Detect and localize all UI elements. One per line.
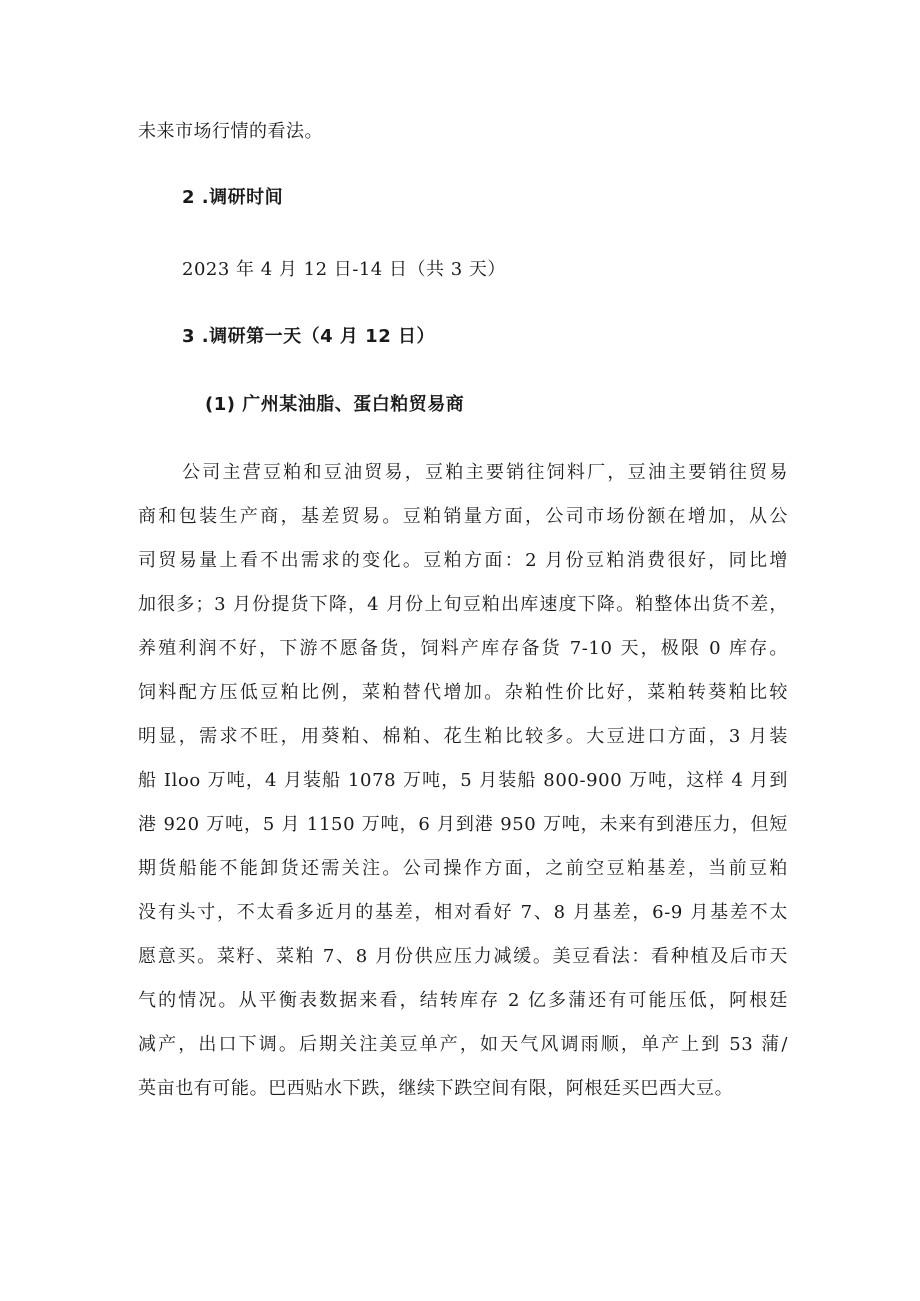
body-paragraph [138, 462, 788, 1122]
paragraph-line: 减产，出口下调。后期关注美豆单产，如天气风调雨顺，单产上到 53 蒲/ [138, 1034, 788, 1055]
paragraph-line: 商和包装生产商，基差贸易。豆粕销量方面，公司市场份额在增加，从公 [138, 506, 788, 527]
paragraph-line: 船 Iloo 万吨，4 月装船 1078 万吨，5 月装船 800-900 万吨，这样 4 月到 [138, 770, 788, 791]
paragraph-line: 司贸易量上看不出需求的变化。豆粕方面：2 月份豆粕消费很好，同比增 [138, 550, 788, 571]
paragraph-line: 港 920 万吨，5 月 1150 万吨，6 月到港 950 万吨，未来有到港压力，但短 [138, 814, 788, 835]
paragraph-line: 气的情况。从平衡表数据来看，结转库存 2 亿多蒲还有可能压低，阿根廷 [138, 990, 788, 1011]
paragraph-line: 饲料配方压低豆粕比例，菜粕替代增加。杂粕性价比好，菜粕转葵粕比较 [138, 682, 788, 703]
section-2-body: 2023 年 4 月 12 日-14 日（共 3 天） [182, 259, 506, 280]
subsection-1-heading: (1) 广州某油脂、蛋白粕贸易商 [205, 394, 465, 415]
paragraph-line: 英亩也有可能。巴西贴水下跌，继续下跌空间有限，阿根廷买巴西大豆。 [138, 1078, 734, 1099]
intro-tail-text: 未来市场行情的看法。 [138, 121, 323, 142]
paragraph-line: 加很多；3 月份提货下降，4 月份上旬豆粕出库速度下降。粕整体出货不差， [138, 594, 788, 615]
paragraph-line: 没有头寸，不太看多近月的基差，相对看好 7、8 月基差，6-9 月基差不太 [138, 902, 788, 923]
paragraph-line: 公司主营豆粕和豆油贸易，豆粕主要销往饲料厂，豆油主要销往贸易 [182, 462, 788, 483]
paragraph-line: 养殖利润不好，下游不愿备货，饲料产库存备货 7-10 天，极限 0 库存。 [138, 638, 788, 659]
paragraph-line: 期货船能不能卸货还需关注。公司操作方面，之前空豆粕基差，当前豆粕 [138, 858, 788, 879]
section-2-heading: 2 .调研时间 [182, 187, 284, 208]
section-3-heading: 3 .调研第一天（4 月 12 日） [182, 326, 436, 347]
paragraph-line: 愿意买。菜籽、菜粕 7、8 月份供应压力减缓。美豆看法：看种植及后市天 [138, 946, 788, 967]
paragraph-line: 明显，需求不旺，用葵粕、棉粕、花生粕比较多。大豆进口方面，3 月装 [138, 726, 788, 747]
